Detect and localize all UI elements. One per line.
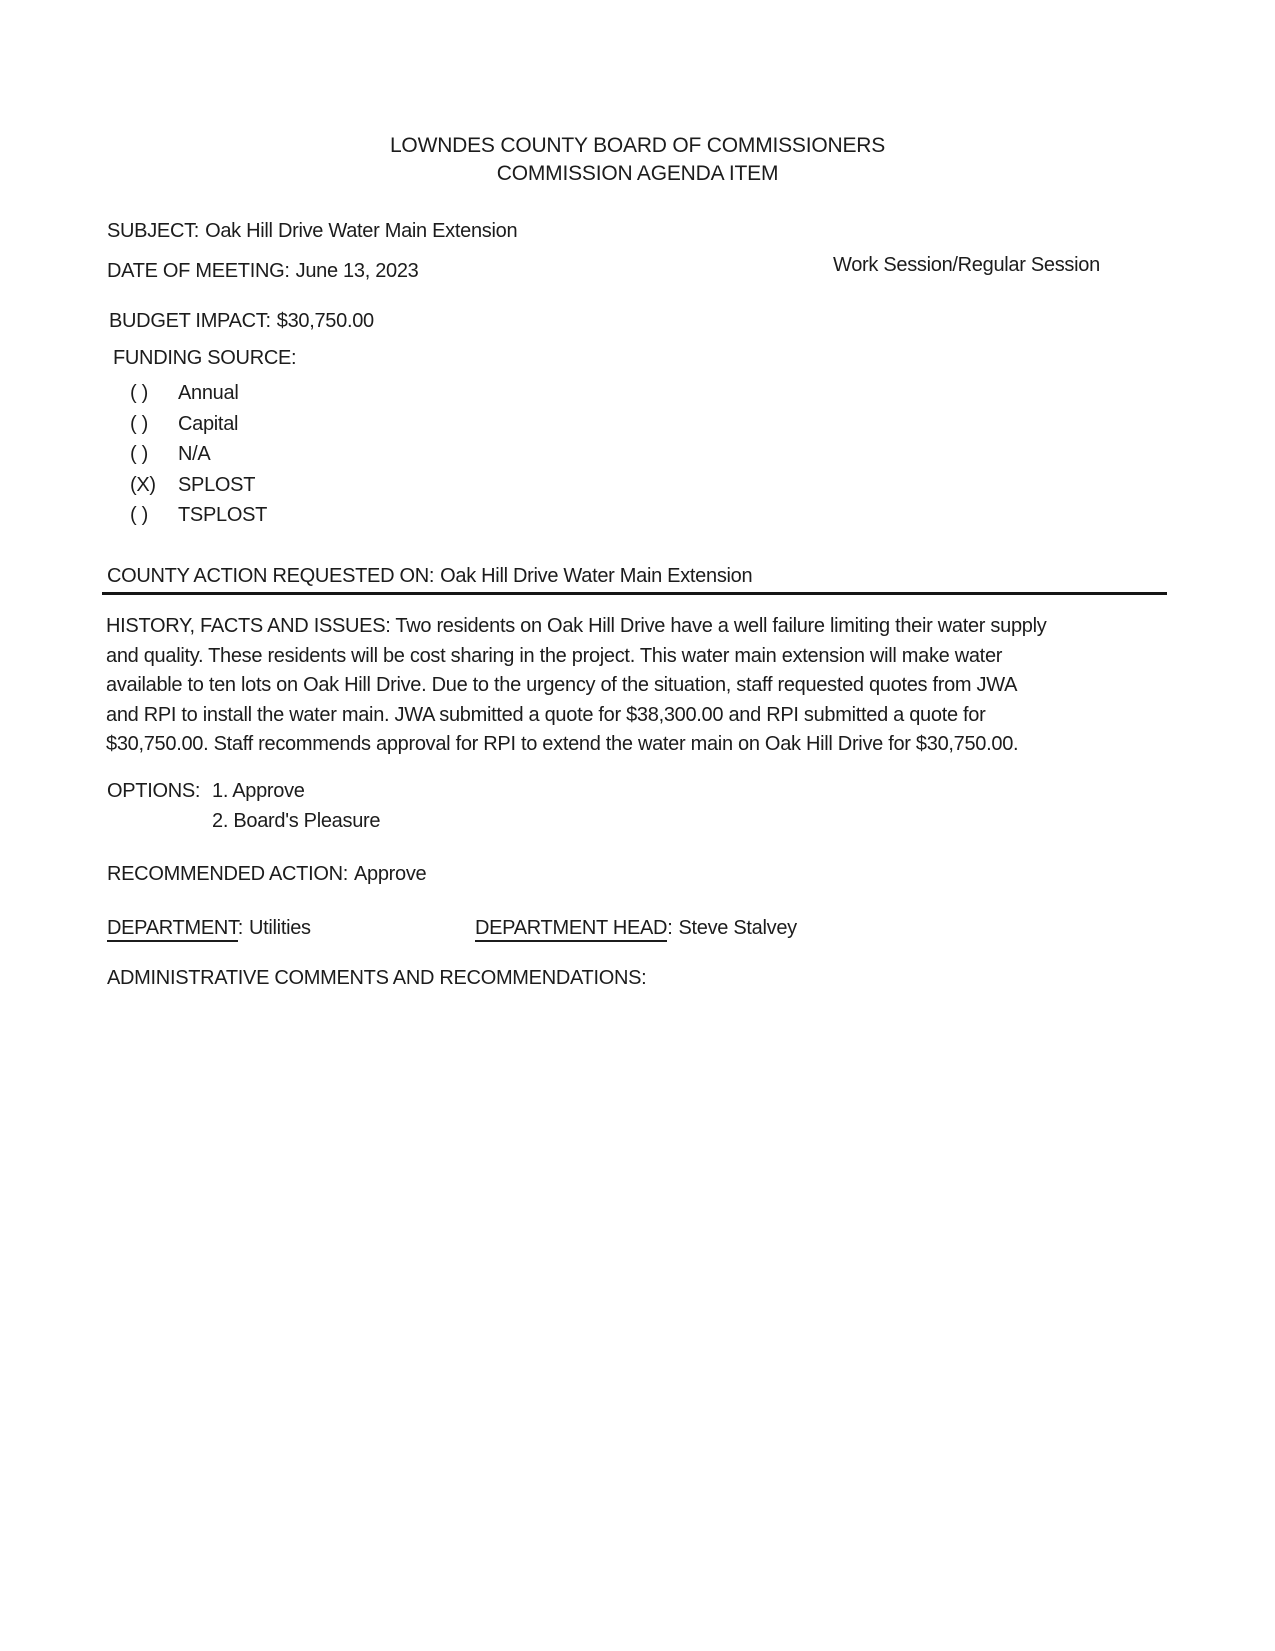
- funding-option-label: Annual: [178, 382, 239, 404]
- option-item-approve: 1. Approve: [212, 780, 305, 802]
- administrative-comments-label: ADMINISTRATIVE COMMENTS AND RECOMMENDATIONS:: [107, 967, 647, 989]
- meeting-date-value: June 13, 2023: [295, 260, 419, 282]
- checkbox-mark: ( ): [130, 443, 148, 465]
- department-colon: :: [237, 917, 243, 939]
- funding-option-annual: [130, 382, 267, 405]
- department-value: Utilities: [249, 917, 311, 939]
- recommended-action-row: [107, 863, 426, 886]
- funding-option-na: [130, 443, 267, 466]
- department-head-label: DEPARTMENT HEAD: [475, 917, 667, 942]
- recommended-action-label: RECOMMENDED ACTION:: [107, 863, 348, 885]
- budget-impact-row: [109, 310, 374, 333]
- funding-option-label: TSPLOST: [178, 504, 268, 526]
- checkbox-mark: ( ): [130, 504, 148, 526]
- recommended-action-value: Approve: [353, 863, 427, 885]
- funding-option-label: SPLOST: [178, 473, 256, 496]
- history-facts-issues-paragraph: [106, 612, 1046, 760]
- history-line: $30,750.00. Staff recommends approval for RPI to extend the water main on Oak Hill Drive for $30,750.00.: [106, 733, 1019, 755]
- funding-option-splost: [130, 474, 267, 497]
- funding-option-capital: [130, 413, 267, 436]
- checkbox-mark: ( ): [130, 382, 148, 404]
- document-header: [0, 132, 1275, 188]
- document-type-title: COMMISSION AGENDA ITEM: [496, 162, 779, 185]
- options-label: OPTIONS:: [107, 780, 201, 802]
- meeting-date-label: DATE OF MEETING:: [107, 260, 290, 282]
- funding-option-tsplost: [130, 504, 267, 527]
- budget-impact-value: $30,750.00: [276, 310, 374, 332]
- checkbox-mark-checked: (X): [130, 473, 156, 496]
- session-type: Work Session/Regular Session: [833, 254, 1100, 276]
- department-label: DEPARTMENT: [107, 917, 238, 942]
- board-title: LOWNDES COUNTY BOARD OF COMMISSIONERS: [389, 134, 886, 157]
- option-item-boards-pleasure: 2. Board's Pleasure: [212, 810, 381, 832]
- funding-option-label: N/A: [178, 443, 211, 465]
- options-list: [212, 780, 380, 840]
- department-head-colon: :: [667, 917, 673, 939]
- department-row: [107, 917, 311, 940]
- subject-value: Oak Hill Drive Water Main Extension: [205, 220, 518, 242]
- county-action-value: Oak Hill Drive Water Main Extension: [440, 565, 753, 587]
- county-action-label: COUNTY ACTION REQUESTED ON:: [107, 565, 435, 587]
- meeting-date-row: [107, 260, 419, 283]
- subject-label: SUBJECT:: [107, 220, 200, 242]
- history-line: and quality. These residents will be cost sharing in the project. This water main extension will make water: [106, 644, 1003, 667]
- checkbox-mark: ( ): [130, 412, 148, 435]
- department-head-value: Steve Stalvey: [678, 917, 797, 939]
- department-head-row: [475, 917, 797, 940]
- budget-impact-label: BUDGET IMPACT:: [109, 310, 271, 332]
- funding-source-label: FUNDING SOURCE:: [113, 347, 297, 369]
- history-line: and RPI to install the water main. JWA submitted a quote for $38,300.00 and RPI submitted a quote for: [106, 703, 986, 726]
- county-action-row: [102, 565, 1167, 595]
- history-line: available to ten lots on Oak Hill Drive. Due to the urgency of the situation, staff requested quotes from JWA: [106, 674, 1018, 696]
- subject-row: [107, 220, 517, 243]
- funding-option-label: Capital: [178, 412, 239, 435]
- history-line: HISTORY, FACTS AND ISSUES: Two residents on Oak Hill Drive have a well failure limiting their water supply: [106, 615, 1047, 637]
- funding-options-list: [130, 382, 267, 535]
